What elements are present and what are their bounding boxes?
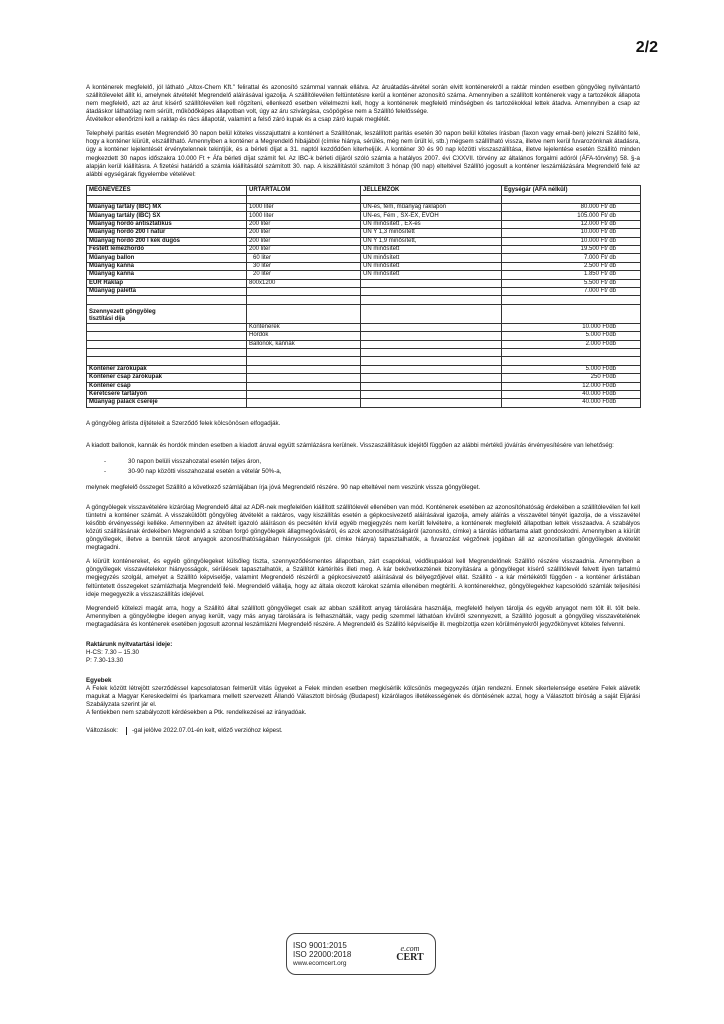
row-features <box>361 287 502 295</box>
table-row <box>87 287 641 295</box>
table-row <box>87 271 641 279</box>
table-row <box>87 374 641 382</box>
part-price: 40.000 Ft/db <box>502 390 641 398</box>
row-name: Műanyag kanna <box>87 262 247 270</box>
cleaning-price: 10.000 Ft/db <box>502 323 641 331</box>
row-name: Festett lemezhordó <box>87 246 247 254</box>
cleaning-fee-label: Szennyezett göngyöleg tisztítási díja <box>87 304 247 323</box>
part-name: Konténer zárókupak <box>87 365 247 373</box>
cleaning-fee-label-row <box>87 304 641 323</box>
row-name: Műanyag paletta <box>87 287 247 295</box>
part-price: 40.000 Ft/db <box>502 399 641 407</box>
row-capacity: 30 liter <box>247 262 361 270</box>
iso-9001: ISO 9001:2015 <box>293 940 347 950</box>
table-row <box>87 332 641 340</box>
opening-hours-weekday: H-CS: 7.30 – 15.30 <box>86 648 139 656</box>
list-item: - 30-90 nap közötti visszahozatal esetén a vételár 50%-a, <box>104 468 640 476</box>
header-capacity: ŰRTARTALOM <box>247 185 361 195</box>
cleaning-item: Hordók <box>247 332 361 340</box>
brand-bottom: CERT <box>396 952 424 963</box>
table-row <box>87 262 641 270</box>
row-name: Műanyag kanna <box>87 271 247 279</box>
table-row <box>87 399 641 407</box>
part-name: Konténer csap zárókupak <box>87 374 247 382</box>
row-price: 19.500 Ft/ db <box>502 246 641 254</box>
certification-logo <box>286 933 436 975</box>
table-row <box>87 246 641 254</box>
opening-hours <box>86 641 640 665</box>
table-row <box>87 220 641 228</box>
row-capacity: 800x1200 <box>247 279 361 287</box>
cert-url: www.ecomcert.org <box>293 959 347 967</box>
row-features: UN-es, fém, műanyag raklapon <box>361 204 502 212</box>
opening-hours-title: Raktárunk nyitvatartási ideje: <box>86 640 173 648</box>
part-name: Műanyag palack cseréje <box>87 399 247 407</box>
row-features: UN minősített <box>361 246 502 254</box>
list-item: - 30 napon belüli visszahozatal esetén teljes áron, <box>104 458 640 466</box>
table-spacer-row <box>87 296 641 304</box>
credit-list <box>86 458 640 476</box>
row-price: 7.000 Ft/ db <box>502 254 641 262</box>
changes-text: -gal jelölve 2022.07.01-én kelt, előző verzióhoz képest. <box>132 727 283 735</box>
row-name: Műanyag tartály (IBC) MX <box>87 204 247 212</box>
row-price: 5.500 Ft/ db <box>502 279 641 287</box>
table-row <box>87 254 641 262</box>
row-capacity <box>247 287 361 295</box>
table-row <box>87 279 641 287</box>
brand-top: e.com <box>400 944 420 953</box>
paragraph-return-procedure: A göngyölegek visszavételére kizárólag Megrendelő által az ADR-nek megfelelően kiállított szállítólevél ellenében van mód. Konténerek esetében az azonosítóhatóság érdekében a szállítólevélen fel kell tüntetni a konténer számát. A visszaküldött göngyöleg átvételét a raktáros, vagy kiszállítás esetén a gépkocsivezető aláírásával igazolja, amely aláírás a visszavétel tényét igazolja, de a visszavétel később érvényességi kelléke. Amennyiben az átvételt igazoló aláíráson és pecsétén kívül egyéb megjegyzés nem került felvételre, a konténerek megfelelő állapotban lettek visszaadva. A szabályos közúti szállításának érdekében Megrendelő a szóban forgó göngyölegek állagmegóvásáról, és azok azonosíthatóságáról (azonosító, címke) a tárolás időtartama alatt gondoskodni. Amennyiben a kiürült göngyölegek, illetve a bennük tárolt anyagok azonosíthatóságában hiányosságok (pl. címke hiánya) tapasztalhatók, a fuvarozást végzőnek jogában áll az azonosítatlan göngyölegek átvételét megtagadni. <box>86 503 640 552</box>
table-row <box>87 365 641 373</box>
row-features: UN Y 1,9 minősített, <box>361 237 502 245</box>
ecomcert-brand <box>391 945 429 963</box>
table-spacer-row <box>87 357 641 365</box>
row-features: UN-es, Fém , SX-EX, EVOH <box>361 212 502 220</box>
row-name: Műanyag hordó 200 l natúr <box>87 229 247 237</box>
row-capacity: 200 liter <box>247 229 361 237</box>
header-unit-price: Egységár (ÁFA nélkül) <box>502 185 641 195</box>
row-name: Műanyag hordó antisztatikus <box>87 220 247 228</box>
table-spacer-row <box>87 195 641 203</box>
row-price: 105.000 Ft/ db <box>502 212 641 220</box>
row-capacity: 20 liter <box>247 271 361 279</box>
row-price: 12.000 Ft/ db <box>502 220 641 228</box>
row-price: 7.000 Ft/ db <box>502 287 641 295</box>
table-row <box>87 212 641 220</box>
row-name: Műanyag tartály (IBC) SX <box>87 212 247 220</box>
cleaning-item: Ballonok, kannák <box>247 340 361 348</box>
table-row <box>87 204 641 212</box>
changes-note <box>86 727 640 735</box>
table-row <box>87 323 641 331</box>
other-title: Egyebek <box>86 677 112 685</box>
cleaning-price: 2.000 Ft/db <box>502 340 641 348</box>
row-capacity: 1000 liter <box>247 204 361 212</box>
cleaning-price: 5.000 Ft/db <box>502 332 641 340</box>
paragraph-damage: A kiürült konténereket, és egyéb göngyölegeket külsőleg tiszta, szennyeződésmentes állapotban, zárt csapokkal, védőkupakkal kell Megrendelőnek Szállító részére visszaadnia. Amennyiben a göngyölegek visszavételekor hiányosságok, sérülések tapasztalhatók, a Szállítót kártérítés illeti meg. A kár bekövetkeztének bizonyítására a göngyöleget kísérő szállítólevél felvett ilyen tartalmú megjegyzés szolgál, amelyet a Szállító képviselője, valamint Megrendelő részéről a gépkocsivezető aláírásával és bélyegzőjével ellát. Szállító - a kár mértékétől függően - a konténer árlistában feltüntetett összegeket számlázhatja Megrendelő felé. Megrendelő vállalja, hogy az általa okozott károkat számla ellenében megtéríti. A konténerekhez, göngyölegekhez kapcsolódó számlák teljesítési ideje megegyezik a visszaszállítás idejével. <box>86 558 640 598</box>
row-capacity: 200 liter <box>247 220 361 228</box>
row-price: 10.000 Ft/ db <box>502 229 641 237</box>
cleaning-item: Konténerek <box>247 323 361 331</box>
table-row <box>87 340 641 348</box>
opening-hours-friday: P: 7.30-13.30 <box>86 656 124 664</box>
row-capacity: 60 liter <box>247 254 361 262</box>
iso-22000: ISO 22000:2018 <box>293 950 352 960</box>
part-price: 5.000 Ft/db <box>502 365 641 373</box>
row-features: UN minősített <box>361 271 502 279</box>
price-table <box>86 185 641 408</box>
row-capacity: 200 liter <box>247 246 361 254</box>
row-features: UN minősített <box>361 262 502 270</box>
table-row <box>87 382 641 390</box>
paragraph-inspection: Átvételkor ellenőrizni kell a raklap és rács állapotát, valamint a felső záró kupak és a csap záró kupak meglétét. <box>86 116 391 124</box>
row-name: Műanyag ballon <box>87 254 247 262</box>
row-features: UN minősített , EX-es <box>361 220 502 228</box>
row-price: 1.850 Ft/ db <box>502 271 641 279</box>
row-capacity: 200 liter <box>247 237 361 245</box>
header-features: JELLEMZŐK <box>361 185 502 195</box>
paragraph-return-terms: Telephelyi paritás esetén Megrendelő 30 napon belül köteles visszajuttatni a konténert a Szállítónak, leszállított paritás esetén 30 napon belül köteles írásban (faxon vagy email-ben) jelezni Szállító felé, hogy a konténer kiürült, elszállítható. Amennyiben a konténer a Megrendelő hibájából (címke hiánya, sérülés, még nem ürült ki, stb.) mégsem szállítható vissza, illetve nem kerül fuvarozónknak átadásra, úgy a konténer lejelentését érvénytelennek tekintjük, és a bérleti díjat a 31. naptól kezdődően kiterheljük. A konténer 30 és 90 nap közötti visszaszállítása, illetve lejelentése esetén Szállító minden megkezdett 30 napos időszakra 10.000 Ft + Áfa bérleti díjat számít fel. Az IBC-k bérleti díjáról szóló számla a hatályos 2007. évi CXXVII. törvény az általános forgalmi adóról (ÁFA-törvény) 58. §-a alapján kerül kiállításra. A fizetési határidő a számla kiállításától számított 30. nap. A kiszállítástól számított 3 hónap (90 nap) elteltével Szállító jogosult a konténer leszámlázására Megrendelő felé az alábbi egységárak figyelembe vételével: <box>86 130 640 178</box>
page-number: 2/2 <box>635 39 658 56</box>
paragraph-usage: Megrendelő kötelezi magát arra, hogy a Szállító által szállított göngyöleget csak az abban szállított anyag tárolására használja, megfelelő helyen tárolja és egyéb anyagot nem tölt ill. tölt bele. Amennyiben a göngyölegbe idegen anyag került, vagy más anyag tárolására is felhasználták, vagy pedig szemmel láthatóan kívülről szennyezett, a Szállító jogosult a göngyöleg visszavételének megtagadására és konténerek esetében jogosult azonnal leszámlázni Megrendelő részére. A Megrendelő és Szállító képviselője ill. megbízottja ezen körülményekről jegyzőkönyvet köteles felvenni. <box>86 604 640 628</box>
paragraph-price-acceptance: A göngyöleg árlista díjtételeit a Szerződő felek kölcsönösen elfogadják. <box>86 419 281 427</box>
header-name: MEGNEVEZÉS <box>87 185 247 195</box>
part-price: 250 Ft/db <box>502 374 641 382</box>
other-section <box>86 677 640 717</box>
paragraph-credit-intro: A kiadott ballonok, kannák és hordók minden esetben a kiadott áruval együtt számlázásra kerülnek. Visszaszállításuk idejétől függően az alábbi mértékű jóváírás érvényesítésére van lehetőség: <box>86 441 614 449</box>
table-row <box>87 237 641 245</box>
document-body <box>86 84 640 735</box>
table-spacer-row <box>87 348 641 356</box>
row-features: UN Y 1,3 minősített <box>361 229 502 237</box>
row-features <box>361 279 502 287</box>
row-features: UN minősített <box>361 254 502 262</box>
part-price: 12.000 Ft/db <box>502 382 641 390</box>
part-name: Keretcsere tartályon <box>87 390 247 398</box>
changes-label: Változások: <box>86 727 118 735</box>
row-price: 80.000 Ft/ db <box>502 204 641 212</box>
paragraph-credit-note: melynek megfelelő összeget Szállító a következő számlájában írja jóvá Megrendelő részére. 90 nap elteltével nem veszünk vissza göngyöleget. <box>86 483 481 491</box>
table-row <box>87 229 641 237</box>
row-name: Műanyag hordó 200 l kék dugós <box>87 237 247 245</box>
change-bar-icon <box>126 727 130 735</box>
row-price: 10.000 Ft/ db <box>502 237 641 245</box>
row-capacity: 1000 liter <box>247 212 361 220</box>
row-name: EUR Raklap <box>87 279 247 287</box>
paragraph-container-marking: A konténerek megfelelő, jól látható „Altox-Chem Kft." felirattal és azonosító számmal vannak ellátva. Az áruátadás-átvétel során elvitt konténerekről a raktár minden esetben göngyöleg nyilvántartó szállítólevelet állít ki, amelynek átvételét Megrendelő aláírásával igazolja. A szállítólevélen feltüntetésre kerül a konténer azonosító száma. Amennyiben a szállított konténerek vagy a tartozékok állapota nem megfelelő, azt az árut kísérő szállítólevélen kell rögzíteni, ellenkező esetben vélelmezni kell, hogy a konténerek megfelelő minőségben és tartozékokkal lettek átadva. Amennyiben a csap az átadáskor láthatólag nem sérült, működőképes állapotban volt, úgy az áru szivárgása, csöpögése nem a Szállító felelőssége. <box>86 84 640 116</box>
table-header-row <box>87 185 641 195</box>
table-row <box>87 390 641 398</box>
other-text: A Felek között létrejött szerződéssel kapcsolatosan felmerült vitás ügyeket a Felek minden esetben megkísérlik kölcsönös megegyezés útján rendezni. Ennek sikertelensége esetére Felek alávetik magukat a Magyar Kereskedelmi és Iparkamara mellett szervezett Állandó Választott bíróság (Budapest) kizárólagos illetékességének és döntésének azzal, hogy a Választott bíróság a saját Eljárási Szabályzata szerint jár el. <box>86 685 640 709</box>
part-name: Konténer csap <box>87 382 247 390</box>
other-text-2: A fentiekben nem szabályozott kérdésekben a Ptk. rendelkezései az irányadóak. <box>86 709 307 717</box>
row-price: 2.500 Ft/ db <box>502 262 641 270</box>
